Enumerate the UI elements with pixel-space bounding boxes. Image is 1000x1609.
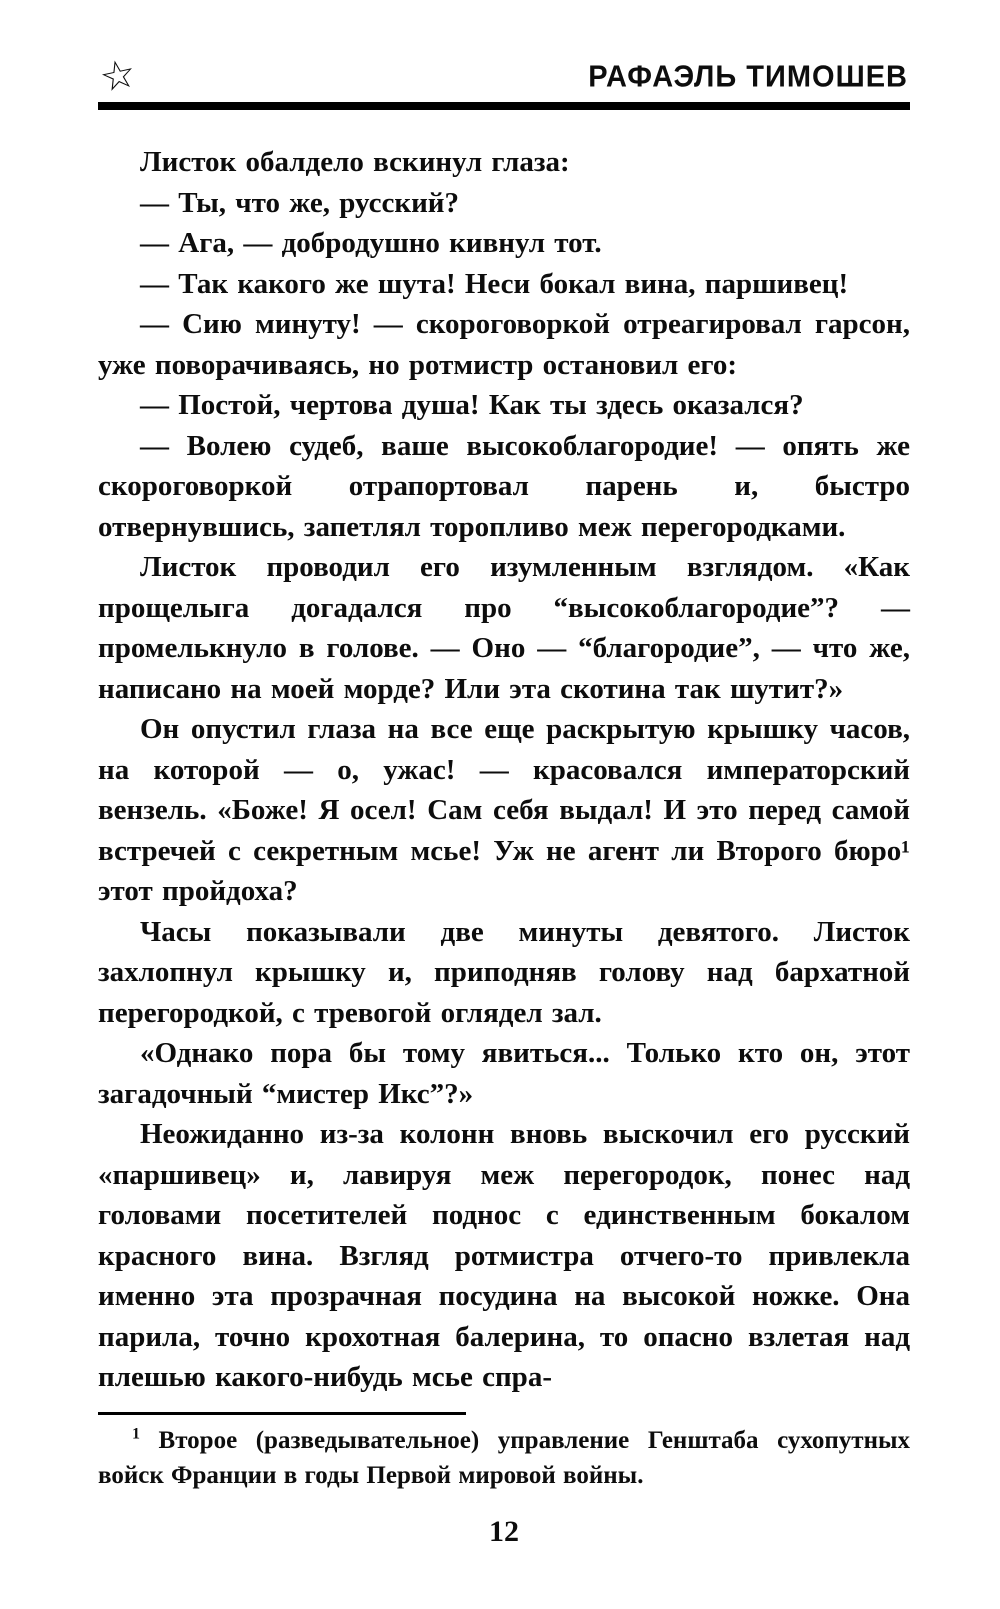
paragraph: — Ага, — добродушно кивнул тот. — [140, 227, 602, 259]
paragraph: Листок обалдело вскинул глаза: — [140, 146, 570, 178]
body-text — [98, 142, 910, 1398]
paragraph: — Волею судеб, ваше высокоблагородие! — опять же скороговоркой отрапортовал парень и, быстро отвернувшись, запетлял торопливо меж перегородками. — [98, 429, 910, 543]
footnote-text — [98, 1423, 910, 1493]
paragraph: — Постой, чертова душа! Как ты здесь оказался? — [140, 389, 804, 421]
paragraph: — Ты, что же, русский? — [140, 186, 459, 219]
paragraph: — Так какого же шута! Неси бокал вина, паршивец! — [140, 267, 849, 300]
star-icon: ☆ — [95, 49, 141, 102]
footnote-rule — [98, 1412, 466, 1415]
paragraph: Листок проводил его изумленным взглядом. «Как прощелыга догадался про “высокоблагородие”? — промелькнуло в голове. — Оно — “благородие”, — что же, написано на моей морде? Или эта скотина так шутит?» — [98, 551, 910, 705]
page-number: 12 — [489, 1514, 519, 1548]
paragraph: «Однако пора бы тому явиться... Только кто он, этот загадочный “мистер Икс”?» — [98, 1037, 910, 1110]
header-rule — [98, 102, 910, 110]
paragraph: Он опустил глаза на все еще раскрытую крышку часов, на которой — о, ужас! — красовался императорский вензель. «Боже! Я осел! Сам себя выдал! И это перед самой встречей с секретным мсье! Уж не агент ли Второго бюро¹ этот пройдоха? — [98, 713, 910, 907]
footnote — [98, 1412, 910, 1493]
page-header — [95, 49, 910, 102]
running-head-author: РАФАЭЛЬ ТИМОШЕВ — [588, 60, 908, 94]
footnote-marker: 1 — [132, 1425, 140, 1443]
paragraph: — Сию минуту! — скороговоркой отреагировал гарсон, уже поворачиваясь, но ротмистр остановил его: — [98, 308, 910, 381]
paragraph: Часы показывали две минуты девятого. Листок захлопнул крышку и, приподняв голову над бархатной перегородкой, с тревогой оглядел зал. — [98, 915, 910, 1029]
paragraph: Неожиданно из-за колонн вновь выскочил его русский «паршивец» и, лавируя меж перегородок, понес над головами посетителей поднос с единственным бокалом красного вина. Взгляд ротмистра отчего-то привлекла именно эта прозрачная посудина на высокой ножке. Она парила, точно крохотная балерина, то опасно взлетая над плешью какого-нибудь мсье спра- — [98, 1118, 910, 1393]
footnote-body: Второе (разведывательное) управление Генштаба сухопутных войск Франции в годы Первой мировой войны. — [98, 1426, 910, 1489]
